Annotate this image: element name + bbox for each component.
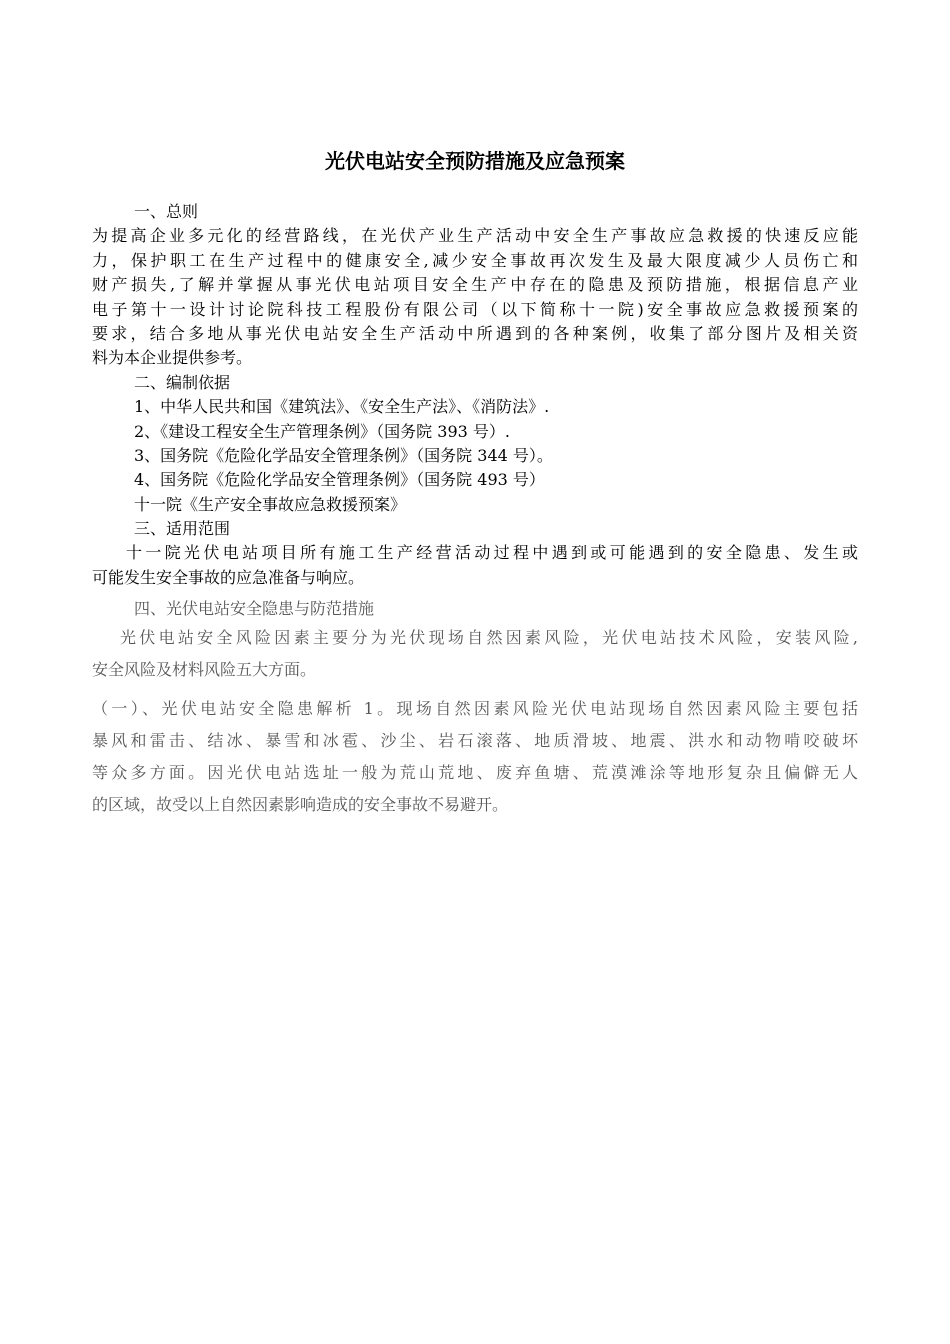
document-title: 光伏电站安全预防措施及应急预案 — [325, 149, 625, 173]
document-body — [92, 200, 858, 590]
paragraph-line: 光伏电站安全风险因素主要分为光伏现场自然因素风险，光伏电站技术风险，安装风险, — [120, 628, 858, 647]
paragraph-line: （一）、光伏电站安全隐患解析 1。现场自然因素风险光伏电站现场自然因素风险主要包括 — [92, 699, 858, 718]
paragraph-line: 力，保护职工在生产过程中的健康安全,减少安全事故再次发生及最大限度减少人员伤亡和 — [92, 250, 858, 270]
section-heading-general: 一、总则 — [134, 202, 199, 221]
section-heading-hazards: 四、光伏电站安全隐患与防范措施 — [134, 599, 375, 618]
paragraph-line: 等众多方面。因光伏电站选址一般为荒山荒地、废弃鱼塘、荒漠滩涂等地形复杂且偏僻无人 — [92, 763, 858, 782]
paragraph-line: 电子第十一设计讨论院科技工程股份有限公司（以下简称十一院)安全事故应急救援预案的 — [92, 299, 858, 319]
paragraph-line: 的区域，故受以上自然因素影响造成的安全事故不易避开。 — [92, 795, 509, 814]
hazards-analysis-paragraph — [92, 693, 858, 821]
basis-item: 4、国务院《危险化学品安全管理条例》（国务院 493 号） — [134, 470, 545, 490]
paragraph-line: 料为本企业提供参考。 — [92, 348, 253, 368]
paragraph-line: 安全风险及材料风险五大方面。 — [92, 660, 317, 679]
paragraph-line: 暴风和雷击、结冰、暴雪和冰雹、沙尘、岩石滚落、地质滑坡、地震、洪水和动物啃咬破坏 — [92, 731, 858, 750]
paragraph-line: 为提高企业多元化的经营路线，在光伏产业生产活动中安全生产事故应急救援的快速反应能 — [92, 226, 858, 246]
basis-item: 十一院《生产安全事故应急救援预案》 — [134, 494, 407, 514]
basis-item: 3、国务院《危险化学品安全管理条例》（国务院 344 号）。 — [134, 445, 553, 465]
paragraph-line: 可能发生安全事故的应急准备与响应。 — [92, 567, 365, 587]
basis-item: 2、《建设工程安全生产管理条例》（国务院 393 号）. — [134, 421, 510, 441]
section-heading-scope: 三、适用范围 — [134, 519, 231, 539]
hazards-intro-paragraph — [92, 622, 858, 686]
paragraph-line: 要求，结合多地从事光伏电站安全生产活动中所遇到的各种案例，收集了部分图片及相关资 — [92, 323, 858, 343]
section-heading-basis: 二、编制依据 — [134, 372, 231, 392]
basis-item: 1、中华人民共和国《建筑法》、《安全生产法》、《消防法》. — [134, 397, 550, 417]
paragraph-line: 十一院光伏电站项目所有施工生产经营活动过程中遇到或可能遇到的安全隐患、发生或 — [126, 543, 858, 563]
paragraph-line: 财产损失,了解并掌握从事光伏电站项目安全生产中存在的隐患及预防措施，根据信息产业 — [92, 275, 858, 295]
